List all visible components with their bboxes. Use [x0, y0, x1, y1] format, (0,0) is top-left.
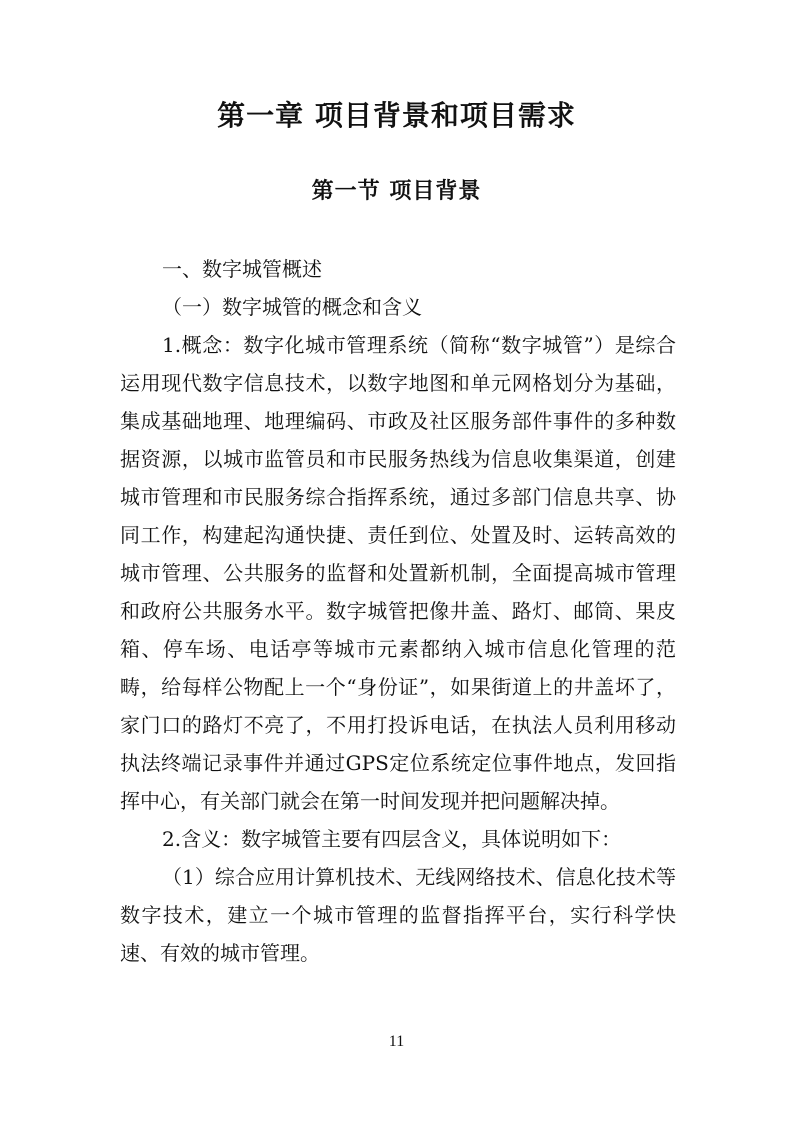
- body-text: [120, 250, 676, 972]
- paragraph-meaning-point-1: （1）综合应用计算机技术、无线网络技术、信息化技术等数字技术，建立一个城市管理的监督指挥平台，实行科学快速、有效的城市管理。: [120, 865, 676, 965]
- heading-overview: 一、数字城管概述: [162, 257, 322, 281]
- subheading-concept-meaning: （一）数字城管的概念和含义: [162, 295, 422, 319]
- paragraph-meaning-intro: 2.含义：数字城管主要有四层含义，具体说明如下：: [162, 827, 622, 851]
- section-title: 第一节 项目背景: [311, 179, 482, 204]
- chapter-title: 第一章 项目背景和项目需求: [217, 99, 576, 132]
- page-number: 11: [388, 1033, 405, 1050]
- paragraph-concept: 1.概念：数字化城市管理系统（简称“数字城管”）是综合运用现代数字信息技术，以数字地图和单元网格划分为基础，集成基础地理、地理编码、市政及社区服务部件事件的多种数据资源，以城市监管员和市民服务热线为信息收集渠道，创建城市管理和市民服务综合指挥系统，通过多部门信息共享、协同工作，构建起沟通快捷、责任到位、处置及时、运转高效的城市管理、公共服务的监督和处置新机制，全面提高城市管理和政府公共服务水平。数字城管把像井盖、路灯、邮筒、果皮箱、停车场、电话亭等城市元素都纳入城市信息化管理的范畴，给每样公物配上一个“身份证”，如果街道上的井盖坏了，家门口的路灯不亮了，不用打投诉电话，在执法人员利用移动执法终端记录事件并通过GPS定位系统定位事件地点，发回指挥中心，有关部门就会在第一时间发现并把问题解决掉。: [120, 333, 676, 813]
